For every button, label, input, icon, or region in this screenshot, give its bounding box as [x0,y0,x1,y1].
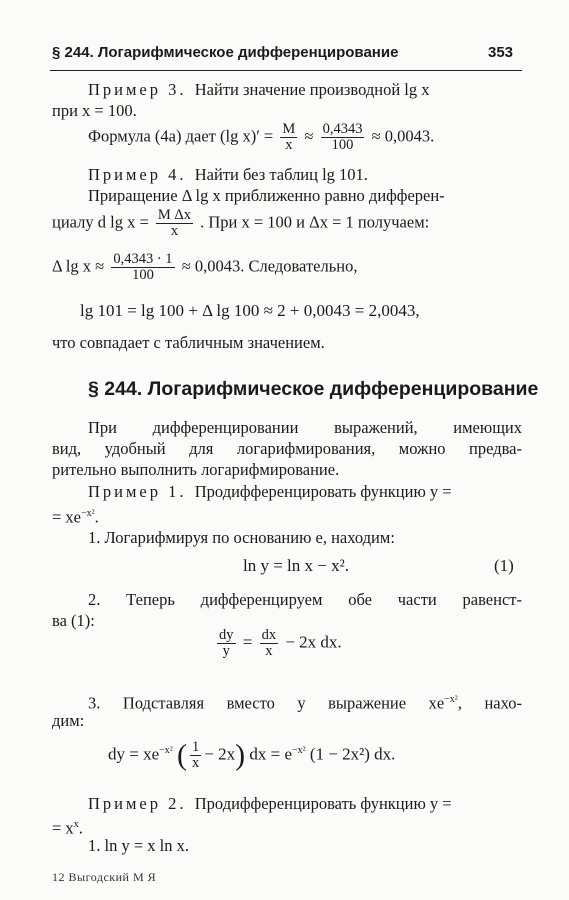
fraction-m-over-x [280,122,297,153]
example-4-label: Пример 4. [88,165,187,184]
formula-result: ≈ 0,0043. [371,126,435,146]
fraction-denominator: x [260,643,279,659]
example-2-line-1 [88,794,452,813]
intro-line-2: вид, удобный для логарифмирования, можно предва- [52,439,522,458]
step-3-line-1 [88,690,522,713]
exponent: −x² [81,508,95,519]
exponent: x [73,819,79,830]
exponent: −x² [444,694,458,705]
increment-tail: ≈ 0,0043. Следовательно, [181,256,358,276]
fraction-denominator: x [192,755,200,772]
equation-3-lead: dy = xe [108,744,160,764]
equation-2 [214,628,342,659]
fraction-dy-over-y [217,628,236,659]
equation-1-number: (1) [494,556,514,575]
example-2-task: Продифференцировать функцию y = [194,794,452,813]
fraction-m-dx-over-x [156,208,193,239]
fraction-one-over-x [190,740,201,771]
example-1-line-2 [52,504,99,527]
fraction-numerator: 1 [192,739,200,755]
differential-lead: циалу d lg x = [52,212,149,232]
running-header-title: § 244. Логарифмическое дифференцирование [52,44,399,61]
example-3-task: Найти значение производной lg x [194,80,430,99]
example-3-line-1 [88,80,430,99]
example-3-formula [88,122,434,153]
example-4-equation: lg 101 = lg 100 + Δ lg 100 ≈ 2 + 0,0043 = 2,0043, [80,301,420,320]
step-1: 1. Логарифмируя по основанию e, находим: [88,528,395,547]
right-paren: ) [235,738,246,772]
equation-3-middle: dx = e [249,744,293,764]
step-2-line-1: 2. Теперь дифференцируем обе части равенст- [88,590,522,609]
example-4-line-1 [88,165,368,184]
fraction-numerator: M Δx [157,207,191,223]
step-2-line-2: ва (1): [52,611,95,630]
exponent: −x² [159,744,173,756]
fraction-denominator: y [217,643,236,659]
left-paren: ( [177,738,188,772]
fraction-numerator: 0,4343 [322,121,363,137]
fraction-constant [321,122,365,153]
example-2-line-2 [52,815,83,838]
period: . [94,507,99,527]
example-1-task: Продифференцировать функцию y = [194,482,452,501]
equation-3-tail: (1 − 2x²) dx. [309,744,396,764]
approx-sign: ≈ [304,126,314,146]
example-2-step-1: 1. ln y = x ln x. [88,836,189,855]
fraction-dx-over-x [260,628,279,659]
example-4-line-4 [52,252,357,283]
example-4-task: Найти без таблиц lg 101. [194,165,368,184]
example-2-label: Пример 2. [88,794,187,813]
page-number: 353 [488,44,514,61]
increment-lead: Δ lg x ≈ [52,256,105,276]
example-1-label: Пример 1. [88,482,187,501]
example-4-conclusion: что совпадает с табличным значением. [52,333,325,352]
fraction-denominator: 100 [111,267,174,283]
fraction-increment [111,252,174,283]
intro-line-1: При дифференцировании выражений, имеющих [88,418,522,437]
signature-mark: 12 Выгодский М Я [52,870,157,884]
formula-lead: Формула (4a) дает (lg x)′ = [88,126,274,146]
fraction-numerator: 0,4343 · 1 [113,251,173,267]
equation-3 [108,740,395,771]
fraction-numerator: dx [261,627,277,643]
example-4-line-3 [52,208,429,239]
function-expression: = x [52,818,74,838]
step-3-line-2: дим: [52,711,85,730]
differential-tail: . При x = 100 и Δx = 1 получаем: [200,212,430,232]
example-3-label: Пример 3. [88,80,187,99]
fraction-denominator: 100 [321,137,365,153]
fraction-numerator: M [282,121,296,137]
exponent: −x² [292,744,306,756]
section-heading: § 244. Логарифмическое дифференцирование [88,378,539,400]
example-3-line-2: при x = 100. [52,101,137,120]
step-3-text: 3. Подставляя вместо y выражение xe [88,693,445,713]
header-rule [50,70,522,71]
intro-line-3: рительно выполнить логарифмирование. [52,460,340,479]
fraction-denominator: x [280,137,297,153]
fraction-numerator: dy [219,627,234,643]
equation-2-tail: − 2x dx. [285,632,342,652]
equation-1: ln y = ln x − x². [243,556,349,575]
example-1-line-1 [88,482,452,501]
function-expression: = xe [52,507,82,527]
fraction-denominator: x [156,223,193,239]
equals-sign: = [242,632,253,652]
step-3-end: , нахо- [457,693,522,713]
example-4-line-2: Приращение Δ lg x приближенно равно дифферен- [88,186,445,205]
period: . [78,818,83,838]
equation-3-inner: − 2x [204,744,236,764]
